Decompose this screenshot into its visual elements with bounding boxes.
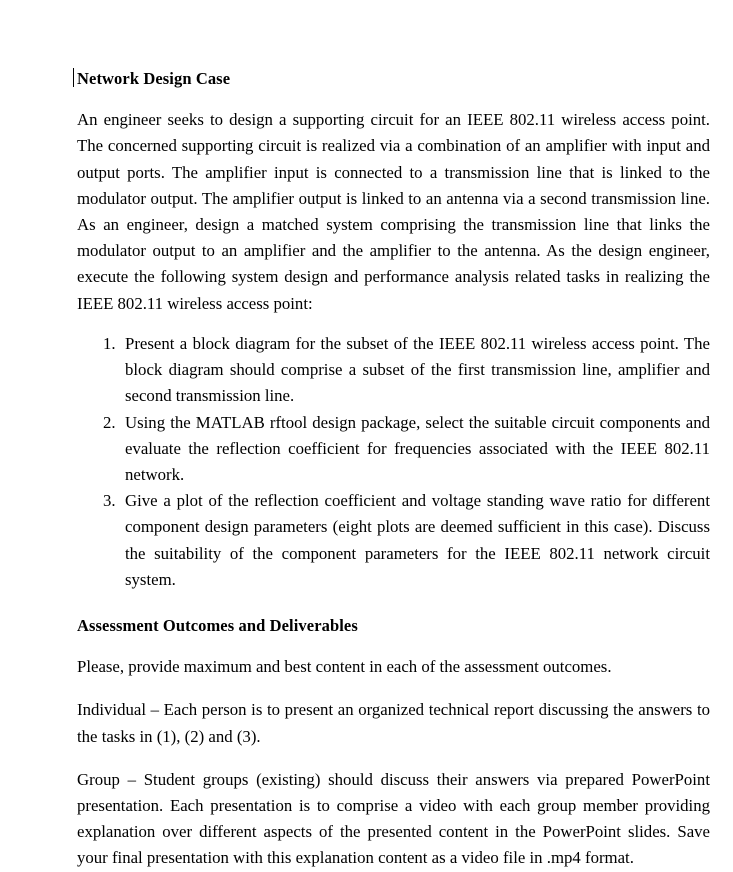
- page-title: [77, 68, 710, 90]
- task-number: 3.: [103, 491, 116, 511]
- task-text: Present a block diagram for the subset of the IEEE 802.11 wireless access point. The block diagram should comprise a subset of the first transmission line, amplifier and second transmission line.: [125, 333, 710, 406]
- task-list-item: [77, 331, 710, 410]
- assessment-heading: Assessment Outcomes and Deliverables: [77, 615, 358, 635]
- task-text: Give a plot of the reflection coefficient and voltage standing wave ratio for different component design parameters (eight plots are deemed sufficient in this case). Discuss the suitability of the component parameters for the IEEE 802.11 network circuit system.: [125, 491, 710, 589]
- task-list-item: [77, 410, 710, 489]
- task-number: 1.: [103, 333, 116, 353]
- page-title-text: Network Design Case: [77, 69, 231, 88]
- assessment-intro-paragraph: Please, provide maximum and best content in each of the assessment outcomes.: [77, 657, 612, 677]
- task-list-item: [77, 488, 710, 593]
- document-body: [77, 68, 710, 872]
- text-cursor-caret: [73, 68, 74, 87]
- group-paragraph: Group – Student groups (existing) should discuss their answers via prepared PowerPoint presentation. Each presentation is to comprise a video with each group member providing explanation over different aspects of the presented content in the PowerPoint slides. Save your final presentation with this explanation content as a video file in .mp4 format.: [77, 769, 710, 868]
- individual-paragraph: Individual – Each person is to present an organized technical report discussing the answers to the tasks in (1), (2) and (3).: [77, 700, 710, 746]
- task-list: [77, 331, 710, 593]
- task-number: 2.: [103, 412, 116, 432]
- task-text: Using the MATLAB rftool design package, select the suitable circuit components and evaluate the reflection coefficient for frequencies associated with the IEEE 802.11 network.: [125, 412, 710, 484]
- intro-paragraph: An engineer seeks to design a supporting circuit for an IEEE 802.11 wireless access point. The concerned supporting circuit is realized via a combination of an amplifier with input and output ports. The amplifier input is connected to a transmission line that is linked to the modulator output. The amplifier output is linked to an antenna via a second transmission line. As an engineer, design a matched system comprising the transmission line that links the modulator output to an amplifier and the amplifier to the antenna. As the design engineer, execute the following system design and performance analysis related tasks in realizing the IEEE 802.11 wireless access point:: [77, 110, 710, 313]
